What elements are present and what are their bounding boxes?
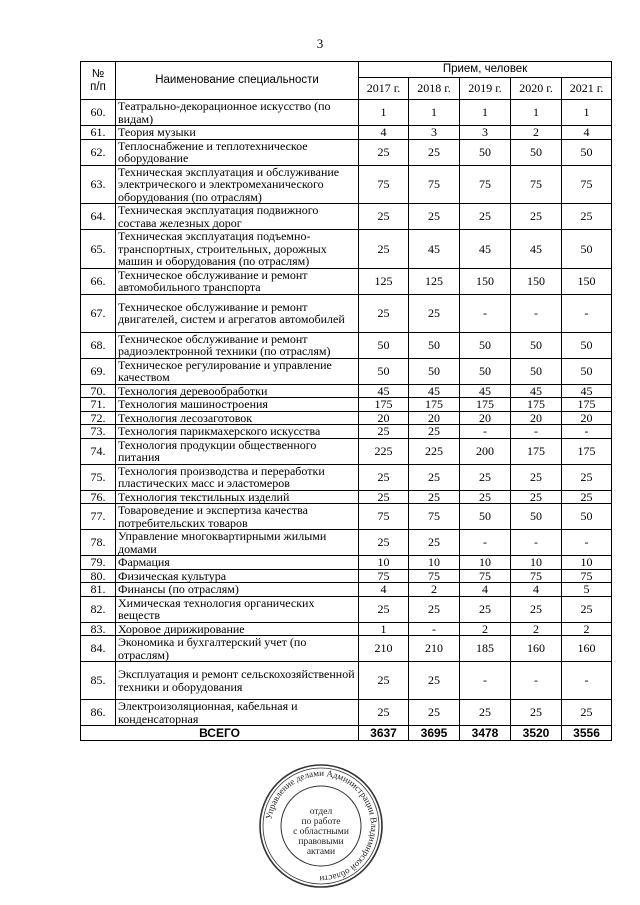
- admission-value: 45: [409, 230, 460, 269]
- admission-value: 25: [460, 490, 511, 504]
- row-number: 73.: [81, 425, 116, 439]
- table-row: [81, 126, 612, 140]
- admission-value: 25: [562, 490, 612, 504]
- admission-value: 75: [359, 504, 409, 530]
- total-value: 3478: [460, 726, 511, 741]
- row-number: 62.: [81, 139, 116, 165]
- total-label: ВСЕГО: [81, 726, 359, 741]
- admission-value: 25: [409, 662, 460, 700]
- table-row: [81, 662, 612, 700]
- admission-value: 20: [359, 411, 409, 425]
- row-number: 63.: [81, 165, 116, 204]
- admission-value: 25: [409, 464, 460, 490]
- admission-value: -: [511, 294, 562, 332]
- row-number: 71.: [81, 398, 116, 412]
- row-number: 79.: [81, 556, 116, 570]
- admission-value: 2: [562, 622, 612, 636]
- admission-value: 25: [409, 490, 460, 504]
- admission-value: 50: [511, 332, 562, 358]
- admission-value: 1: [359, 622, 409, 636]
- header-year: 2021 г.: [562, 78, 612, 100]
- admission-value: 210: [359, 636, 409, 662]
- header-number-symbol: №: [91, 68, 105, 80]
- admission-value: 25: [359, 294, 409, 332]
- stamp-ring-text: Управление делами Администрации Владимирской области: [263, 767, 380, 885]
- admission-value: 25: [359, 530, 409, 556]
- admission-value: 25: [409, 596, 460, 622]
- admission-value: -: [562, 530, 612, 556]
- total-value: 3520: [511, 726, 562, 741]
- table-row: [81, 268, 612, 294]
- admission-value: 50: [511, 504, 562, 530]
- table-row: [81, 583, 612, 597]
- specialty-name: Технология продукции общественного питания: [116, 438, 359, 464]
- admission-value: 45: [359, 384, 409, 398]
- admission-value: 75: [511, 165, 562, 204]
- admission-value: 210: [409, 636, 460, 662]
- admission-value: 4: [359, 126, 409, 140]
- row-number: 60.: [81, 100, 116, 126]
- admission-value: 25: [562, 464, 612, 490]
- row-number: 68.: [81, 332, 116, 358]
- admission-value: 50: [359, 358, 409, 384]
- specialty-name: Технология текстильных изделий: [116, 490, 359, 504]
- admission-value: 25: [409, 425, 460, 439]
- admission-value: 150: [562, 268, 612, 294]
- admission-value: -: [460, 425, 511, 439]
- header-year: 2020 г.: [511, 78, 562, 100]
- admission-value: 45: [511, 230, 562, 269]
- specialty-name: Технология деревообработки: [116, 384, 359, 398]
- admission-value: 25: [460, 700, 511, 726]
- row-number: 77.: [81, 504, 116, 530]
- row-number: 86.: [81, 700, 116, 726]
- admission-value: 20: [460, 411, 511, 425]
- admission-value: 25: [359, 425, 409, 439]
- admission-value: 75: [562, 165, 612, 204]
- admission-value: 150: [511, 268, 562, 294]
- admission-value: 50: [562, 139, 612, 165]
- specialty-name: Технология лесозаготовок: [116, 411, 359, 425]
- admission-value: 125: [359, 268, 409, 294]
- header-year: 2017 г.: [359, 78, 409, 100]
- admission-value: 175: [562, 398, 612, 412]
- admission-value: 160: [562, 636, 612, 662]
- admission-value: 225: [359, 438, 409, 464]
- admission-value: 45: [460, 230, 511, 269]
- row-number: 65.: [81, 230, 116, 269]
- admission-value: 3: [409, 126, 460, 140]
- admission-value: 20: [562, 411, 612, 425]
- admission-value: 75: [562, 569, 612, 583]
- admission-value: 225: [409, 438, 460, 464]
- admission-value: 175: [511, 438, 562, 464]
- admission-value: 175: [460, 398, 511, 412]
- specialty-name: Техническая эксплуатация и обслуживание электрического и электромеханического оборудования (по отраслям): [116, 165, 359, 204]
- admission-value: 160: [511, 636, 562, 662]
- admission-table: [80, 61, 612, 741]
- admission-value: 2: [511, 126, 562, 140]
- admission-value: 175: [511, 398, 562, 412]
- admission-value: 25: [562, 204, 612, 230]
- specialty-name: Экономика и бухгалтерский учет (по отраслям): [116, 636, 359, 662]
- admission-value: 50: [460, 332, 511, 358]
- admission-value: 10: [460, 556, 511, 570]
- admission-value: 25: [460, 464, 511, 490]
- stamp-center-text: [258, 807, 384, 857]
- header-specialty-name: Наименование специальности: [116, 62, 359, 100]
- row-number: 76.: [81, 490, 116, 504]
- total-value: 3695: [409, 726, 460, 741]
- admission-value: 1: [409, 100, 460, 126]
- row-number: 70.: [81, 384, 116, 398]
- header-year: 2018 г.: [409, 78, 460, 100]
- table-body: [81, 100, 612, 726]
- row-number: 78.: [81, 530, 116, 556]
- admission-value: 75: [359, 569, 409, 583]
- admission-value: 25: [511, 490, 562, 504]
- row-number: 66.: [81, 268, 116, 294]
- table-row: [81, 165, 612, 204]
- admission-value: -: [460, 662, 511, 700]
- table-row: [81, 425, 612, 439]
- specialty-name: Теплоснабжение и теплотехническое оборудование: [116, 139, 359, 165]
- admission-value: 50: [562, 504, 612, 530]
- row-number: 69.: [81, 358, 116, 384]
- row-number: 75.: [81, 464, 116, 490]
- admission-value: 1: [359, 100, 409, 126]
- admission-value: -: [511, 425, 562, 439]
- row-number: 61.: [81, 126, 116, 140]
- admission-value: 4: [359, 583, 409, 597]
- admission-value: 25: [359, 139, 409, 165]
- specialty-name: Эксплуатация и ремонт сельскохозяйственной техники и оборудования: [116, 662, 359, 700]
- row-number: 82.: [81, 596, 116, 622]
- admission-value: 5: [562, 583, 612, 597]
- table-row: [81, 622, 612, 636]
- admission-value: 45: [409, 384, 460, 398]
- admission-value: 50: [511, 358, 562, 384]
- admission-value: 2: [409, 583, 460, 597]
- admission-value: 75: [460, 569, 511, 583]
- admission-value: 2: [460, 622, 511, 636]
- specialty-name: Товароведение и экспертиза качества потребительских товаров: [116, 504, 359, 530]
- row-number: 67.: [81, 294, 116, 332]
- admission-value: 10: [562, 556, 612, 570]
- table-row: [81, 438, 612, 464]
- specialty-name: Электроизоляционная, кабельная и конденсаторная: [116, 700, 359, 726]
- admission-value: 25: [562, 700, 612, 726]
- admission-value: 25: [511, 204, 562, 230]
- admission-value: 4: [562, 126, 612, 140]
- admission-value: 25: [359, 490, 409, 504]
- row-number: 81.: [81, 583, 116, 597]
- header-number-abbr: п/п: [90, 80, 106, 93]
- specialty-name: Техническое обслуживание и ремонт радиоэлектронной техники (по отраслям): [116, 332, 359, 358]
- table-row: [81, 100, 612, 126]
- table-row: [81, 596, 612, 622]
- specialty-name: Фармация: [116, 556, 359, 570]
- stamp-line: отдел: [309, 807, 333, 817]
- table-row: [81, 139, 612, 165]
- specialty-name: Театрально-декорационное искусство (по видам): [116, 100, 359, 126]
- table-row: [81, 294, 612, 332]
- admission-value: 175: [359, 398, 409, 412]
- specialty-name: Технология производства и переработки пластических масс и эластомеров: [116, 464, 359, 490]
- admission-value: 75: [359, 165, 409, 204]
- specialty-name: Техническое обслуживание и ремонт двигателей, систем и агрегатов автомобилей: [116, 294, 359, 332]
- admission-value: 25: [359, 700, 409, 726]
- table-row: [81, 700, 612, 726]
- admission-value: 25: [359, 204, 409, 230]
- table-row: [81, 504, 612, 530]
- table-row: [81, 384, 612, 398]
- admission-value: -: [511, 530, 562, 556]
- specialty-name: Теория музыки: [116, 126, 359, 140]
- admission-value: -: [460, 530, 511, 556]
- admission-value: -: [562, 662, 612, 700]
- row-number: 83.: [81, 622, 116, 636]
- admission-value: 25: [359, 662, 409, 700]
- table-row: [81, 358, 612, 384]
- admission-value: 50: [460, 358, 511, 384]
- admission-value: 2: [511, 622, 562, 636]
- admission-value: 45: [511, 384, 562, 398]
- admission-value: 10: [359, 556, 409, 570]
- admission-value: 75: [409, 504, 460, 530]
- row-number: 80.: [81, 569, 116, 583]
- admission-value: 45: [562, 384, 612, 398]
- row-number: 74.: [81, 438, 116, 464]
- admission-value: 185: [460, 636, 511, 662]
- admission-value: 20: [511, 411, 562, 425]
- stamp-line: актами: [306, 847, 336, 857]
- admission-value: 150: [460, 268, 511, 294]
- admission-value: 50: [409, 358, 460, 384]
- admission-value: 50: [359, 332, 409, 358]
- table-row: [81, 204, 612, 230]
- admission-value: 4: [460, 583, 511, 597]
- specialty-name: Финансы (по отраслям): [116, 583, 359, 597]
- table-row: [81, 398, 612, 412]
- page-number: 3: [316, 36, 324, 51]
- admission-value: 25: [359, 464, 409, 490]
- table-row: [81, 569, 612, 583]
- admission-value: 45: [460, 384, 511, 398]
- row-number: 85.: [81, 662, 116, 700]
- row-number: 72.: [81, 411, 116, 425]
- specialty-name: Техническая эксплуатация подвижного состава железных дорог: [116, 204, 359, 230]
- admission-value: 75: [460, 165, 511, 204]
- admission-value: 25: [511, 596, 562, 622]
- admission-value: 50: [562, 230, 612, 269]
- header-number: [81, 62, 116, 100]
- specialty-name: Химическая технология органических веществ: [116, 596, 359, 622]
- admission-value: 75: [409, 569, 460, 583]
- total-value: 3556: [562, 726, 612, 741]
- admission-value: 75: [409, 165, 460, 204]
- table-row: [81, 556, 612, 570]
- admission-value: 75: [511, 569, 562, 583]
- stamp-line: по работе: [301, 817, 341, 827]
- admission-value: 3: [460, 126, 511, 140]
- table-row: [81, 332, 612, 358]
- admission-value: 25: [562, 596, 612, 622]
- admission-value: -: [562, 425, 612, 439]
- admission-value: 50: [460, 139, 511, 165]
- specialty-name: Техническая эксплуатация подъемно-транспортных, строительных, дорожных машин и оборудования (по отраслям): [116, 230, 359, 269]
- admission-value: 175: [409, 398, 460, 412]
- admission-value: 25: [409, 139, 460, 165]
- admission-value: -: [460, 294, 511, 332]
- admission-value: 10: [409, 556, 460, 570]
- table-row: [81, 530, 612, 556]
- header-admission-group: Прием, человек: [359, 62, 612, 78]
- row-number: 64.: [81, 204, 116, 230]
- table-row: [81, 411, 612, 425]
- specialty-name: Технология машиностроения: [116, 398, 359, 412]
- admission-value: -: [562, 294, 612, 332]
- admission-value: 25: [359, 596, 409, 622]
- official-stamp: [258, 763, 384, 889]
- admission-value: 1: [511, 100, 562, 126]
- total-value: 3637: [359, 726, 409, 741]
- specialty-name: Хоровое дирижирование: [116, 622, 359, 636]
- admission-value: 25: [409, 294, 460, 332]
- admission-value: 20: [409, 411, 460, 425]
- specialty-name: Управление многоквартирными жилыми домами: [116, 530, 359, 556]
- admission-value: 50: [409, 332, 460, 358]
- admission-value: 50: [562, 332, 612, 358]
- admission-value: 25: [511, 464, 562, 490]
- admission-value: 4: [511, 583, 562, 597]
- stamp-line: правовыми: [298, 837, 344, 847]
- admission-value: 50: [511, 139, 562, 165]
- admission-value: 1: [460, 100, 511, 126]
- admission-value: 1: [562, 100, 612, 126]
- table-row: [81, 230, 612, 269]
- admission-value: 25: [409, 530, 460, 556]
- admission-value: 175: [562, 438, 612, 464]
- stamp-line: с областными: [293, 827, 349, 837]
- table-row: [81, 464, 612, 490]
- table-row: [81, 636, 612, 662]
- admission-value: 25: [460, 204, 511, 230]
- specialty-name: Технология парикмахерского искусства: [116, 425, 359, 439]
- admission-value: 25: [460, 596, 511, 622]
- admission-value: 25: [409, 700, 460, 726]
- admission-value: 25: [511, 700, 562, 726]
- specialty-name: Физическая культура: [116, 569, 359, 583]
- admission-value: 125: [409, 268, 460, 294]
- header-year: 2019 г.: [460, 78, 511, 100]
- specialty-name: Техническое обслуживание и ремонт автомобильного транспорта: [116, 268, 359, 294]
- admission-value: 50: [460, 504, 511, 530]
- admission-value: 50: [562, 358, 612, 384]
- admission-value: 25: [359, 230, 409, 269]
- admission-value: 25: [409, 204, 460, 230]
- admission-value: -: [409, 622, 460, 636]
- table-row: [81, 490, 612, 504]
- admission-value: 200: [460, 438, 511, 464]
- specialty-name: Техническое регулирование и управление качеством: [116, 358, 359, 384]
- row-number: 84.: [81, 636, 116, 662]
- admission-value: -: [511, 662, 562, 700]
- total-row: [81, 726, 612, 741]
- admission-value: 10: [511, 556, 562, 570]
